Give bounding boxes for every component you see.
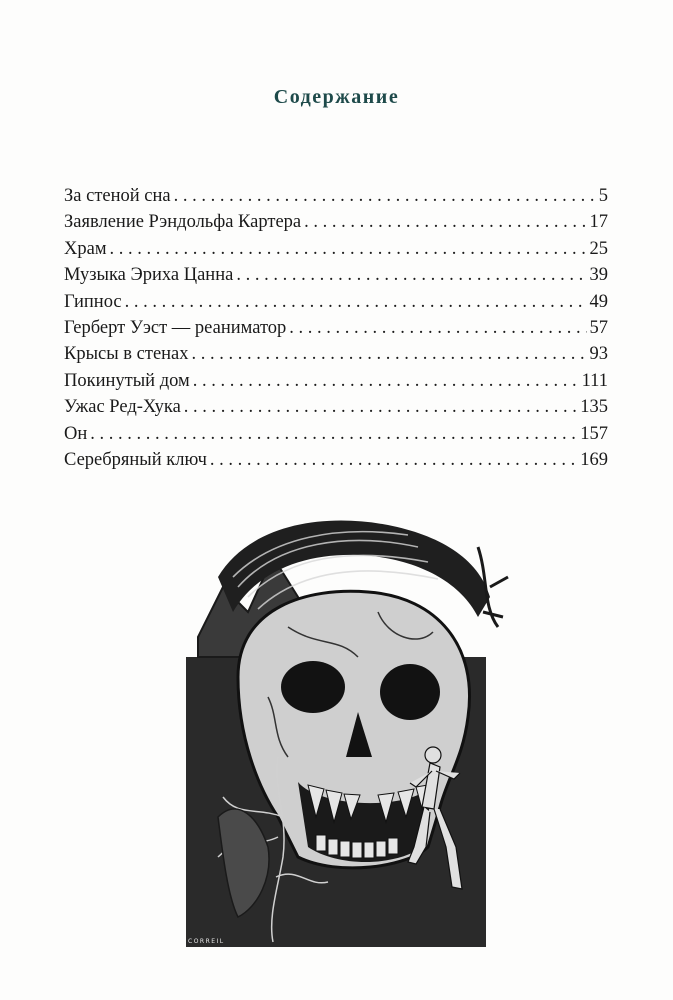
toc-entry-page: 135 xyxy=(580,397,608,418)
toc-dot-leader xyxy=(184,394,577,420)
toc-dot-leader xyxy=(90,421,577,447)
toc-entry-page: 111 xyxy=(581,370,608,391)
toc-entry-title: Храм xyxy=(64,238,107,259)
toc-entry[interactable] xyxy=(64,289,608,315)
toc-entry[interactable] xyxy=(64,447,608,473)
toc-entry[interactable] xyxy=(64,209,608,235)
toc-entry-title: Крысы в стенах xyxy=(64,344,189,365)
toc-entry-title: Заявление Рэндольфа Картера xyxy=(64,212,302,233)
toc-entry[interactable] xyxy=(64,315,608,341)
toc-entry-page: 157 xyxy=(580,423,608,444)
toc-entry-page: 39 xyxy=(589,265,608,286)
toc-entry-page: 57 xyxy=(589,317,608,338)
toc-dot-leader xyxy=(236,262,586,288)
toc-entry-page: 169 xyxy=(580,449,608,470)
toc-entry-title: За стеной сна xyxy=(64,186,171,206)
toc-entry[interactable] xyxy=(64,262,608,288)
toc-dot-leader xyxy=(210,447,577,473)
toc-entry[interactable] xyxy=(64,236,608,262)
toc-dot-leader xyxy=(110,236,587,262)
illustration-signature: CORREIL xyxy=(188,938,225,945)
toc-entry-title: Серебряный ключ xyxy=(64,449,207,470)
toc-dot-leader xyxy=(193,368,579,394)
toc-entry-title: Ужас Ред-Хука xyxy=(64,397,181,418)
toc-entry[interactable] xyxy=(64,368,608,394)
toc-entry[interactable] xyxy=(64,183,608,209)
toc-dot-leader xyxy=(125,289,587,315)
skull-illustration xyxy=(178,517,522,967)
toc-entry[interactable] xyxy=(64,421,608,447)
skull-engraving-svg xyxy=(178,517,522,967)
toc-entry-title: Покинутый дом xyxy=(64,370,190,391)
toc-dot-leader xyxy=(192,341,587,367)
toc-entry-page: 17 xyxy=(589,212,608,233)
toc-entry-title: Гипнос xyxy=(64,291,122,312)
toc-entry-page: 49 xyxy=(589,291,608,312)
toc-entry-title: Музыка Эриха Цанна xyxy=(64,265,234,286)
toc-entry-page: 93 xyxy=(589,344,608,365)
toc-entry[interactable] xyxy=(64,341,608,367)
toc-entry-page: 5 xyxy=(598,186,608,206)
toc-dot-leader xyxy=(304,209,586,235)
right-eye-socket xyxy=(380,664,440,720)
toc-entry-title: Герберт Уэст — реаниматор xyxy=(64,317,287,338)
toc-entry-page: 25 xyxy=(589,238,608,259)
toc-dot-leader xyxy=(289,315,586,341)
toc-heading: Содержание xyxy=(273,86,400,108)
table-of-contents xyxy=(64,183,608,473)
toc-entry[interactable] xyxy=(64,394,608,420)
toc-entry-title: Он xyxy=(64,423,88,444)
left-eye-socket xyxy=(281,661,345,713)
toc-dot-leader xyxy=(174,183,596,209)
